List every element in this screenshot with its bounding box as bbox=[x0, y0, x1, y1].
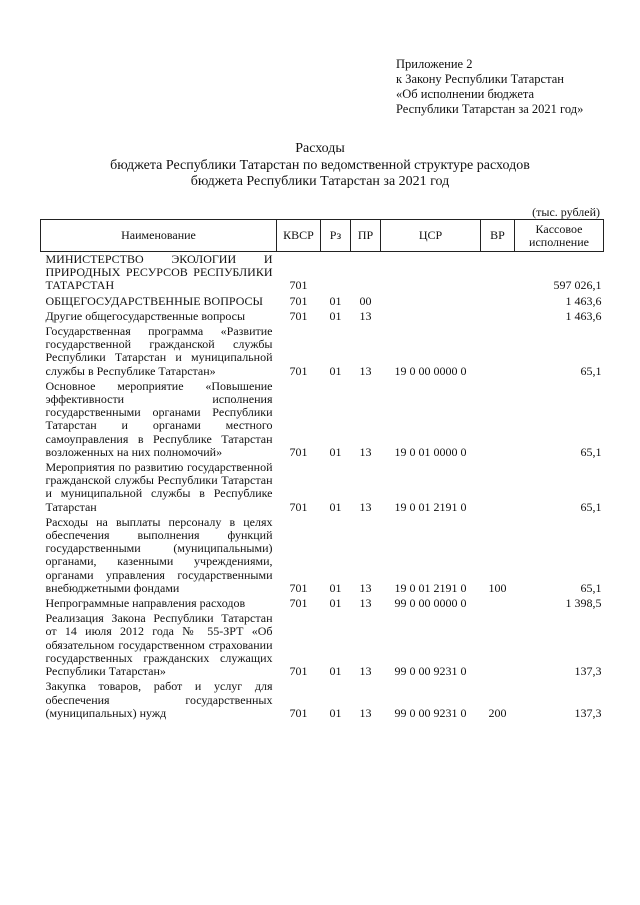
row-rz: 01 bbox=[329, 293, 342, 308]
row-csr bbox=[381, 294, 481, 309]
row-rz: 01 bbox=[329, 444, 342, 459]
row-name: Другие общегосударственные вопросы bbox=[45, 308, 246, 323]
row-vr bbox=[481, 596, 515, 611]
row-vr bbox=[481, 252, 515, 294]
header-kvsr: КВСР bbox=[277, 220, 321, 252]
row-amount: 1 398,5 bbox=[565, 596, 602, 611]
row-name: Государственная программа «Развитие государственной гражданской службы Республики Татарстан и муниципальной службы в Республике Татарстан» bbox=[45, 324, 273, 378]
appendix-line: Приложение 2 bbox=[396, 57, 473, 71]
row-pr: 13 bbox=[359, 499, 372, 514]
row-name: Мероприятия по развитию государственной гражданской службы Республики Татарстан и муниципальной службы в Республике Татарстан bbox=[45, 460, 273, 514]
row-pr bbox=[351, 252, 381, 294]
row-pr: 13 bbox=[359, 580, 372, 595]
table-row bbox=[41, 324, 604, 379]
row-rz bbox=[321, 252, 351, 294]
title-line: бюджета Республики Татарстан по ведомственной структуре расходов bbox=[110, 157, 530, 173]
row-csr: 99 0 00 9231 0 bbox=[394, 705, 467, 720]
row-csr: 99 0 00 0000 0 bbox=[394, 596, 467, 611]
row-vr bbox=[481, 294, 515, 309]
row-pr: 13 bbox=[359, 596, 372, 611]
row-vr: 200 bbox=[488, 705, 507, 720]
row-csr: 19 0 00 0000 0 bbox=[394, 363, 467, 378]
appendix-line: к Закону Республики Татарстан bbox=[396, 72, 564, 86]
row-kvsr: 701 bbox=[289, 308, 308, 323]
row-kvsr: 701 bbox=[289, 293, 308, 308]
document-title bbox=[0, 141, 640, 191]
row-rz: 01 bbox=[329, 499, 342, 514]
row-amount: 137,3 bbox=[574, 664, 602, 679]
expenditure-table bbox=[40, 219, 604, 721]
row-kvsr: 701 bbox=[289, 363, 308, 378]
row-vr: 100 bbox=[488, 580, 507, 595]
row-csr: 99 0 00 9231 0 bbox=[394, 664, 467, 679]
row-pr: 13 bbox=[359, 705, 372, 720]
row-pr: 13 bbox=[359, 363, 372, 378]
table-row bbox=[41, 460, 604, 515]
row-name: Непрограммные направления расходов bbox=[45, 596, 246, 611]
row-vr bbox=[481, 324, 515, 379]
table-row bbox=[41, 379, 604, 460]
row-rz: 01 bbox=[329, 580, 342, 595]
row-pr: 13 bbox=[359, 444, 372, 459]
row-rz: 01 bbox=[329, 363, 342, 378]
row-amount: 1 463,6 bbox=[565, 293, 602, 308]
row-rz: 01 bbox=[329, 705, 342, 720]
table-row bbox=[41, 309, 604, 324]
table-row bbox=[41, 515, 604, 596]
row-vr bbox=[481, 379, 515, 460]
row-pr: 13 bbox=[359, 664, 372, 679]
row-pr: 13 bbox=[359, 308, 372, 323]
row-name: Закупка товаров, работ и услуг для обеспечения государственных (муниципальных) нужд bbox=[45, 679, 273, 720]
row-kvsr: 701 bbox=[289, 596, 308, 611]
appendix-line: «Об исполнении бюджета bbox=[396, 87, 535, 101]
header-row bbox=[41, 220, 604, 252]
row-name: ОБЩЕГОСУДАРСТВЕННЫЕ ВОПРОСЫ bbox=[45, 293, 263, 308]
row-amount: 597 026,1 bbox=[553, 278, 602, 293]
row-rz: 01 bbox=[329, 308, 342, 323]
row-kvsr: 701 bbox=[289, 705, 308, 720]
appendix-line: Республики Татарстан за 2021 год» bbox=[396, 102, 584, 116]
row-csr: 19 0 01 0000 0 bbox=[394, 444, 467, 459]
title-line: Расходы bbox=[295, 141, 345, 156]
row-csr: 19 0 01 2191 0 bbox=[394, 580, 467, 595]
header-name: Наименование bbox=[41, 220, 277, 252]
row-name: Реализация Закона Республики Татарстан от 14 июля 2012 года № 55-ЗРТ «Об обязательном государственном страховании государственных гражданских служащих Республики Татарстан» bbox=[45, 611, 273, 679]
row-rz: 01 bbox=[329, 664, 342, 679]
row-amount: 65,1 bbox=[580, 363, 602, 378]
row-amount: 1 463,6 bbox=[565, 308, 602, 323]
row-name: МИНИСТЕРСТВО ЭКОЛОГИИ И ПРИРОДНЫХ РЕСУРСОВ РЕСПУБЛИКИ ТАТАРСТАН bbox=[45, 252, 273, 293]
title-line: бюджета Республики Татарстан за 2021 год bbox=[190, 174, 450, 189]
row-kvsr: 701 bbox=[289, 444, 308, 459]
table-row bbox=[41, 252, 604, 294]
row-name: Расходы на выплаты персоналу в целях обеспечения выполнения функций государственными (муниципальными) органами, казенными учреждениями, органами управления государственными внебюджетными фондами bbox=[45, 514, 273, 595]
row-pr: 00 bbox=[359, 293, 372, 308]
row-vr bbox=[481, 309, 515, 324]
row-csr bbox=[381, 252, 481, 294]
appendix-note bbox=[396, 57, 632, 117]
row-kvsr: 701 bbox=[289, 278, 308, 293]
table-row bbox=[41, 611, 604, 679]
row-kvsr: 701 bbox=[289, 664, 308, 679]
units-label: (тыс. рублей) bbox=[532, 205, 600, 219]
table-row bbox=[41, 679, 604, 721]
row-name: Основное мероприятие «Повышение эффективности исполнения государственными органами Республики Татарстан и органами местного самоуправления в Республике Татарстан возложенных на них полномочий» bbox=[45, 378, 273, 459]
row-amount: 65,1 bbox=[580, 499, 602, 514]
header-rz: Рз bbox=[321, 220, 351, 252]
table-row bbox=[41, 596, 604, 611]
header-amount: Кассовое исполнение bbox=[515, 220, 604, 252]
row-kvsr: 701 bbox=[289, 580, 308, 595]
row-kvsr: 701 bbox=[289, 499, 308, 514]
header-vr: ВР bbox=[481, 220, 515, 252]
header-pr: ПР bbox=[351, 220, 381, 252]
table-row bbox=[41, 294, 604, 309]
row-amount: 65,1 bbox=[580, 580, 602, 595]
header-csr: ЦСР bbox=[381, 220, 481, 252]
row-csr: 19 0 01 2191 0 bbox=[394, 499, 467, 514]
row-vr bbox=[481, 460, 515, 515]
row-vr bbox=[481, 611, 515, 679]
row-rz: 01 bbox=[329, 596, 342, 611]
row-amount: 65,1 bbox=[580, 444, 602, 459]
row-amount: 137,3 bbox=[574, 705, 602, 720]
row-csr bbox=[381, 309, 481, 324]
